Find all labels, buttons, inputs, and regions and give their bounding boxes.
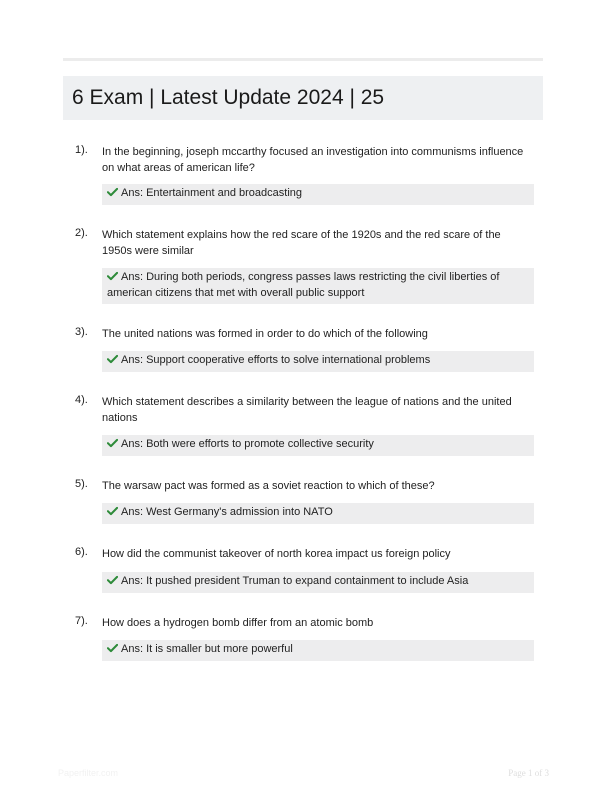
answer-text: Ans: It pushed president Truman to expand containment to include Asia (121, 575, 469, 587)
check-icon (107, 575, 118, 585)
answer-text: Ans: It is smaller but more powerful (121, 643, 293, 655)
answer-text: Ans: Support cooperative efforts to solve international problems (121, 354, 431, 366)
check-icon (107, 354, 118, 364)
question-text: Which statement describes a similarity between the league of nations and the united nations (102, 396, 512, 424)
check-icon (107, 187, 118, 197)
answer-box (102, 351, 534, 372)
check-icon (107, 438, 118, 448)
question-text: Which statement explains how the red scare of the 1920s and the red scare of the 1950s were similar (102, 229, 501, 257)
question-text: In the beginning, joseph mccarthy focused an investigation into communisms influence on what areas of american life? (102, 146, 524, 174)
question-text: How did the communist takeover of north korea impact us foreign policy (102, 548, 451, 560)
page-title: 6 Exam | Latest Update 2024 | 25 (72, 86, 385, 109)
answer-box (102, 503, 534, 524)
answer-box (102, 184, 534, 205)
question-number: 6). (75, 546, 88, 558)
title-band (63, 76, 543, 120)
answer-text: Ans: Both were efforts to promote collective security (121, 438, 374, 450)
answer-box (102, 640, 534, 661)
question-number: 7). (75, 615, 88, 627)
footer-watermark: Paperfilter.com (58, 768, 119, 778)
answer-text: Ans: West Germany's admission into NATO (121, 506, 333, 518)
answer-box (102, 572, 534, 593)
question-number: 1). (75, 144, 88, 156)
answer-box (102, 435, 534, 456)
check-icon (107, 643, 118, 653)
question-number: 2). (75, 227, 88, 239)
question-number: 5). (75, 478, 88, 490)
check-icon (107, 506, 118, 516)
question-text: The united nations was formed in order to do which of the following (102, 328, 428, 340)
answer-text: Ans: During both periods, congress passes laws restricting the civil liberties of american citizens that met with overall public support (107, 271, 500, 299)
question-text: The warsaw pact was formed as a soviet reaction to which of these? (102, 480, 435, 492)
answer-text: Ans: Entertainment and broadcasting (121, 187, 303, 199)
top-divider (63, 58, 543, 61)
question-text: How does a hydrogen bomb differ from an atomic bomb (102, 617, 374, 629)
question-number: 4). (75, 394, 88, 406)
question-number: 3). (75, 326, 88, 338)
page-number: Page 1 of 3 (508, 768, 549, 778)
answer-box (102, 268, 534, 304)
check-icon (107, 271, 118, 281)
